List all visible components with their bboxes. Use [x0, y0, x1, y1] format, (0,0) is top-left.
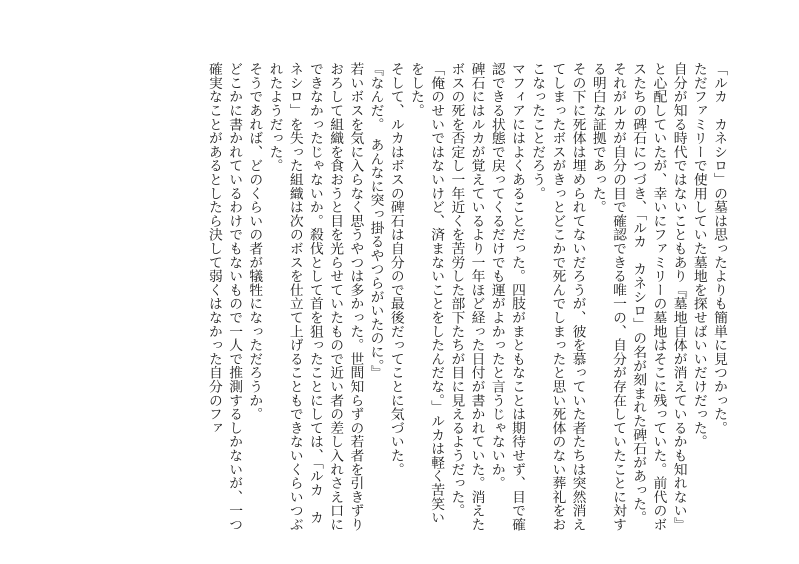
paragraph: そして、ルカはボスの碑石は自分ので最後だってことに気づいた。 [387, 62, 404, 476]
vertical-text-body [49, 62, 729, 532]
paragraph: そうであれば、どのくらいの者が犠牲になっただろうか。 [246, 62, 263, 421]
paragraph: 「ルカ カネシロ」の墓は思ったよりも簡単に見つかった。 [711, 62, 727, 435]
paragraph: 碑石にはルカが覚えているより一年ほど経った日付が書かれていた。消えたボスの死を否定し一年近くを苦労した部下たちが目に見えるようだった。 [448, 62, 485, 532]
paragraph: ただファミリーで使用していた墓地を探せばいいだけだった。 [690, 62, 707, 449]
paragraph: その下に死体は埋められてないだろうが、彼を慕っていた者たちは突然消えてしまったボスがきっとどこかで死んでしまったと思い死体のない葬礼をおこなったことだろう。 [529, 62, 586, 532]
paragraph: 若いボスを気に入らなく思うやつは多かった。世間知らずの若者を引きずりおろして組織を食おうと目を光らせていたもので近い者の差し入れさえ口にできなかったじゃないか。殺伐として首を狙ったことにしては、「ルカ カネシロ」を失った組織は次のボスを仕立て上げることもできないくらいつぶれたようだった。 [266, 62, 364, 532]
paragraph: 『なんだ。 あんなに突っ掛るやつらがいたのに。』 [367, 62, 384, 380]
paragraph: どこかに書かれているわけでもないもので一人で推測するしかないが、一つ確実なことがあるとしたら決して弱くはなかった自分のファ [205, 62, 243, 532]
paragraph: 自分が知る時代ではないこともあり『墓地自体が消えているかも知れない』と心配していたが、幸いにファミリーの墓地はそこに残っていた。前代のボスたちの碑石につづき、「ルカ カネシロ」の名が刻まれた碑石があった。それがルカが自分の目で確認できる唯一の、自分が存在していたことに対する明白な証拠であった。 [589, 62, 687, 532]
paragraph: 「俺のせいではないけど、済まないことをしたんだな。」ルカは軽く苦笑いをした。 [407, 62, 445, 525]
paragraph: マフィアにはよくあることだった。四肢がまともなことは期待せず、目で確認できる状態で戻ってくるだけでも運がよかったと言うじゃないか。 [488, 62, 525, 532]
